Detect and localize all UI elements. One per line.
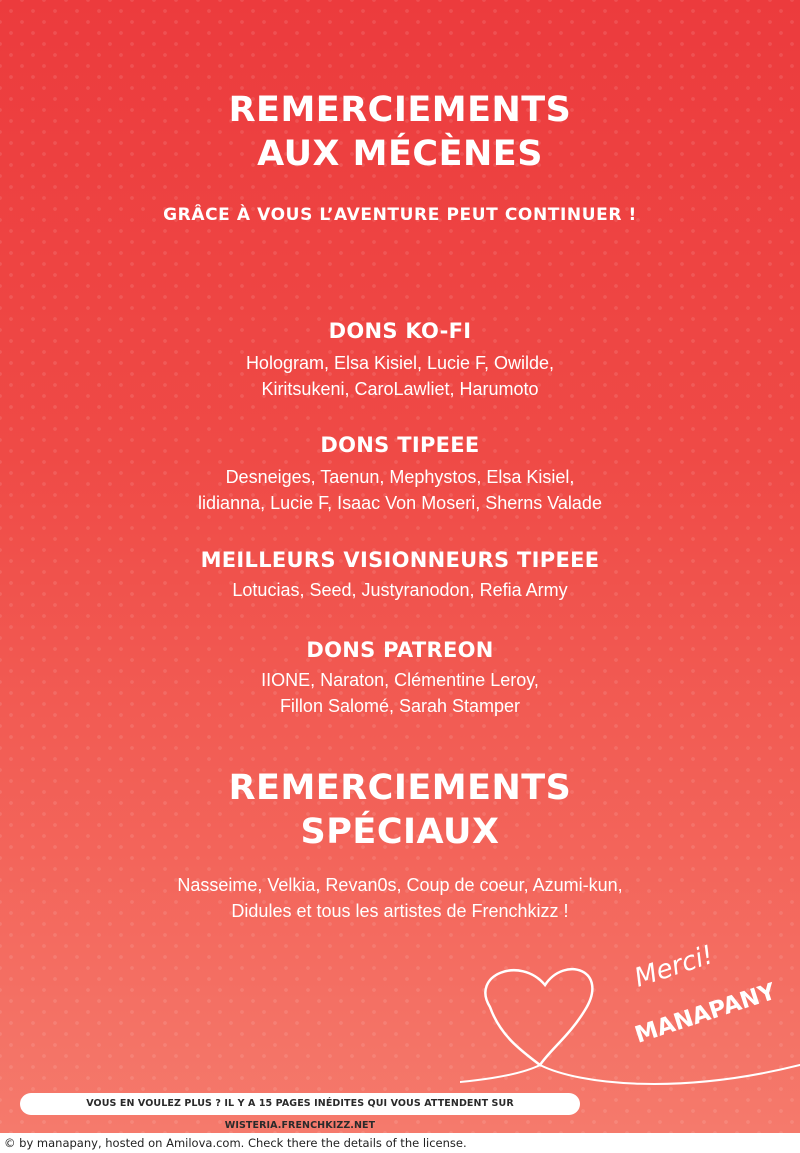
names-line: lidianna, Lucie F, Isaac Von Moseri, Sherns Valade [198,493,602,513]
patrons-title-line-2: AUX MÉCÈNES [257,134,543,174]
special-title-line-1: REMERCIEMENTS [228,768,572,808]
license-credit: © by manapany, hosted on Amilova.com. Check there the details of the license. [4,1136,467,1150]
heart-doodle-icon [485,969,592,1065]
section-names-kofi [0,350,800,402]
merci-heart-signature [460,935,800,1095]
merci-text: Merci! [630,940,718,994]
swirl-tail-icon [540,1065,800,1084]
names-line: Hologram, Elsa Kisiel, Lucie F, Owilde, [245,353,555,373]
subtitle: GRÂCE À VOUS L’AVENTURE PEUT CONTINUER ! [163,205,637,225]
section-heading-tipeee: DONS TIPEEE [320,433,480,457]
section-heading-kofi: DONS KO-FI [328,319,472,343]
special-thanks-title [0,766,800,854]
section-heading-patreon: DONS PATREON [306,638,494,662]
section-names-tipeee [0,464,800,516]
names-line: Nasseime, Velkia, Revan0s, Coup de coeur, Azumi-kun, [177,875,623,895]
author-signature-text: MANAPANY [631,978,779,1049]
special-thanks-names [0,872,800,924]
names-line: Lotucias, Seed, Justyranodon, Refia Army [232,580,568,600]
footer-banner-text: VOUS EN VOULEZ PLUS ? IL Y A 15 PAGES INÉDITES QUI VOUS ATTENDENT SUR WISTERIA.FRENCHKIZZ.NET [86,1098,514,1131]
patrons-title-line-1: REMERCIEMENTS [228,90,572,130]
names-line: Didules et tous les artistes de Frenchkizz ! [231,901,569,921]
names-line: Desneiges, Taenun, Mephystos, Elsa Kisiel, [225,467,575,487]
section-heading-top-viewers: MEILLEURS VISIONNEURS TIPEEE [200,548,600,572]
swirl-line-icon [460,1065,540,1089]
names-line: Kiritsukeni, CaroLawliet, Harumoto [261,379,539,399]
patrons-title [0,88,800,176]
special-title-line-2: SPÉCIAUX [300,812,500,852]
names-line: Fillon Salomé, Sarah Stamper [279,696,521,716]
names-line: IIONE, Naraton, Clémentine Leroy, [261,670,539,690]
section-names-patreon [0,667,800,719]
section-names-top-viewers [0,577,800,603]
